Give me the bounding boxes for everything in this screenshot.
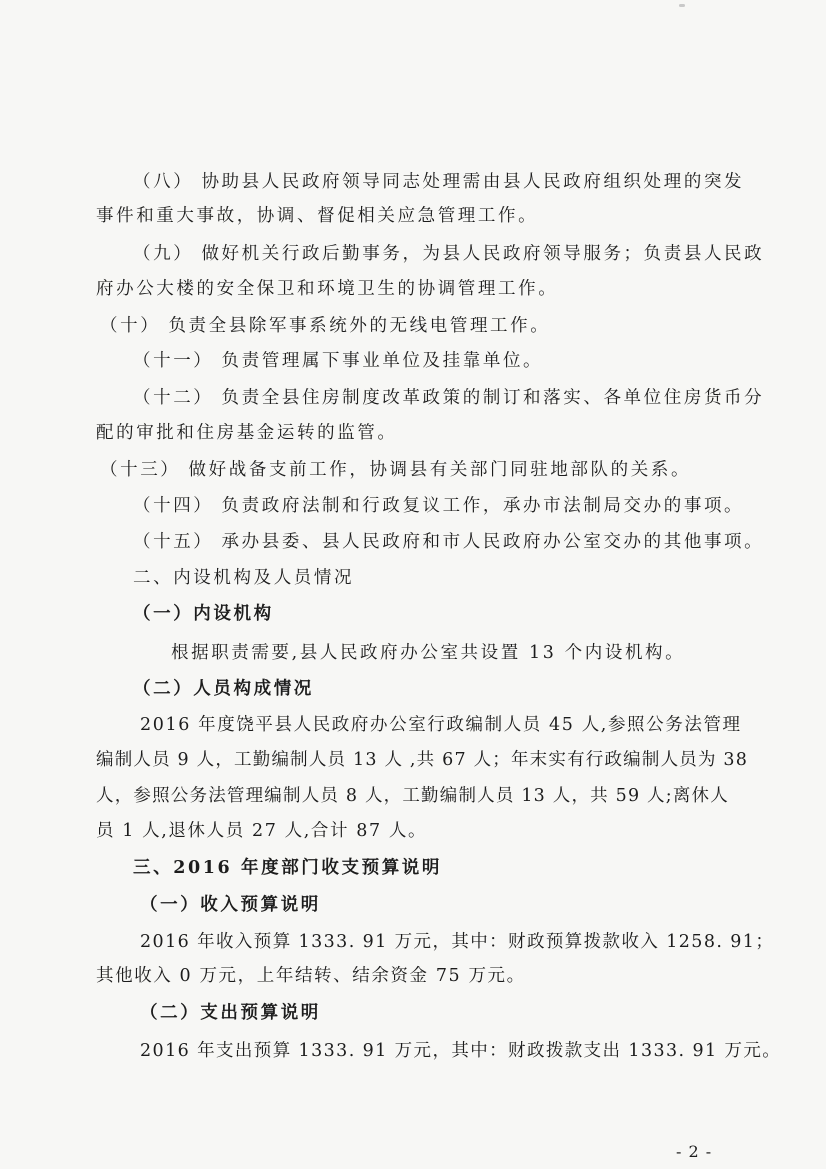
duty-9-line2: 府办公大楼的安全保卫和环境卫生的协调管理工作。 (96, 279, 559, 299)
duty-10: （十） 负责全县除军事系统外的无线电管理工作。 (100, 316, 551, 336)
section3-sub1-heading: （一）收入预算说明 (140, 895, 321, 915)
section3-sub2-heading: （二）支出预算说明 (140, 1003, 321, 1023)
scan-speck (679, 4, 685, 7)
section3-heading: 三、2016 年度部门收支预算说明 (133, 858, 442, 878)
section2-sub1-text: 根据职责需要,县人民政府办公室共设置 13 个内设机构。 (171, 643, 686, 663)
section2-sub2-heading: （二）人员构成情况 (133, 679, 314, 699)
duty-11: （十一） 负责管理属下事业单位及挂靠单位。 (133, 351, 544, 371)
duty-8-line1: （八） 协助县人民政府领导同志处理需由县人民政府组织处理的突发 (133, 172, 745, 192)
income-line1: 2016 年收入预算 1333. 91 万元，其中：财政预算拨款收入 1258. 91； (140, 932, 775, 952)
staffing-line3: 人，参照公务法管理编制人员 8 人，工勤编制人员 13 人，共 59 人;离休人 (96, 786, 729, 806)
duty-9-line1: （九） 做好机关行政后勤事务，为县人民政府领导服务；负责县人民政 (133, 244, 765, 264)
section2-heading: 二、内设机构及人员情况 (133, 568, 355, 588)
duty-15: （十五） 承办县委、县人民政府和市人民政府办公室交办的其他事项。 (133, 532, 765, 552)
duty-14: （十四） 负责政府法制和行政复议工作，承办市法制局交办的事项。 (133, 496, 745, 516)
duty-8-line2: 事件和重大事故，协调、督促相关应急管理工作。 (96, 206, 539, 226)
duty-12-line2: 配的审批和住房基金运转的监管。 (96, 423, 398, 443)
staffing-line2: 编制人员 9 人，工勤编制人员 13 人 ,共 67 人；年末实有行政编制人员为 38 (96, 750, 749, 770)
expenditure-text: 2016 年支出预算 1333. 91 万元，其中：财政拨款支出 1333. 91 万元。 (140, 1041, 782, 1061)
staffing-line4: 员 1 人,退休人员 27 人,合计 87 人。 (96, 821, 428, 841)
section2-sub1-heading: （一）内设机构 (133, 604, 274, 624)
duty-13: （十三） 做好战备支前工作，协调县有关部门同驻地部队的关系。 (100, 460, 692, 480)
income-line2: 其他收入 0 万元，上年结转、结余资金 75 万元。 (96, 966, 526, 986)
duty-12-line1: （十二） 负责全县住房制度改革政策的制订和落实、各单位住房货币分 (133, 388, 765, 408)
page-number: - 2 - (676, 1142, 713, 1161)
staffing-line1: 2016 年度饶平县人民政府办公室行政编制人员 45 人,参照公务法管理 (140, 715, 742, 735)
